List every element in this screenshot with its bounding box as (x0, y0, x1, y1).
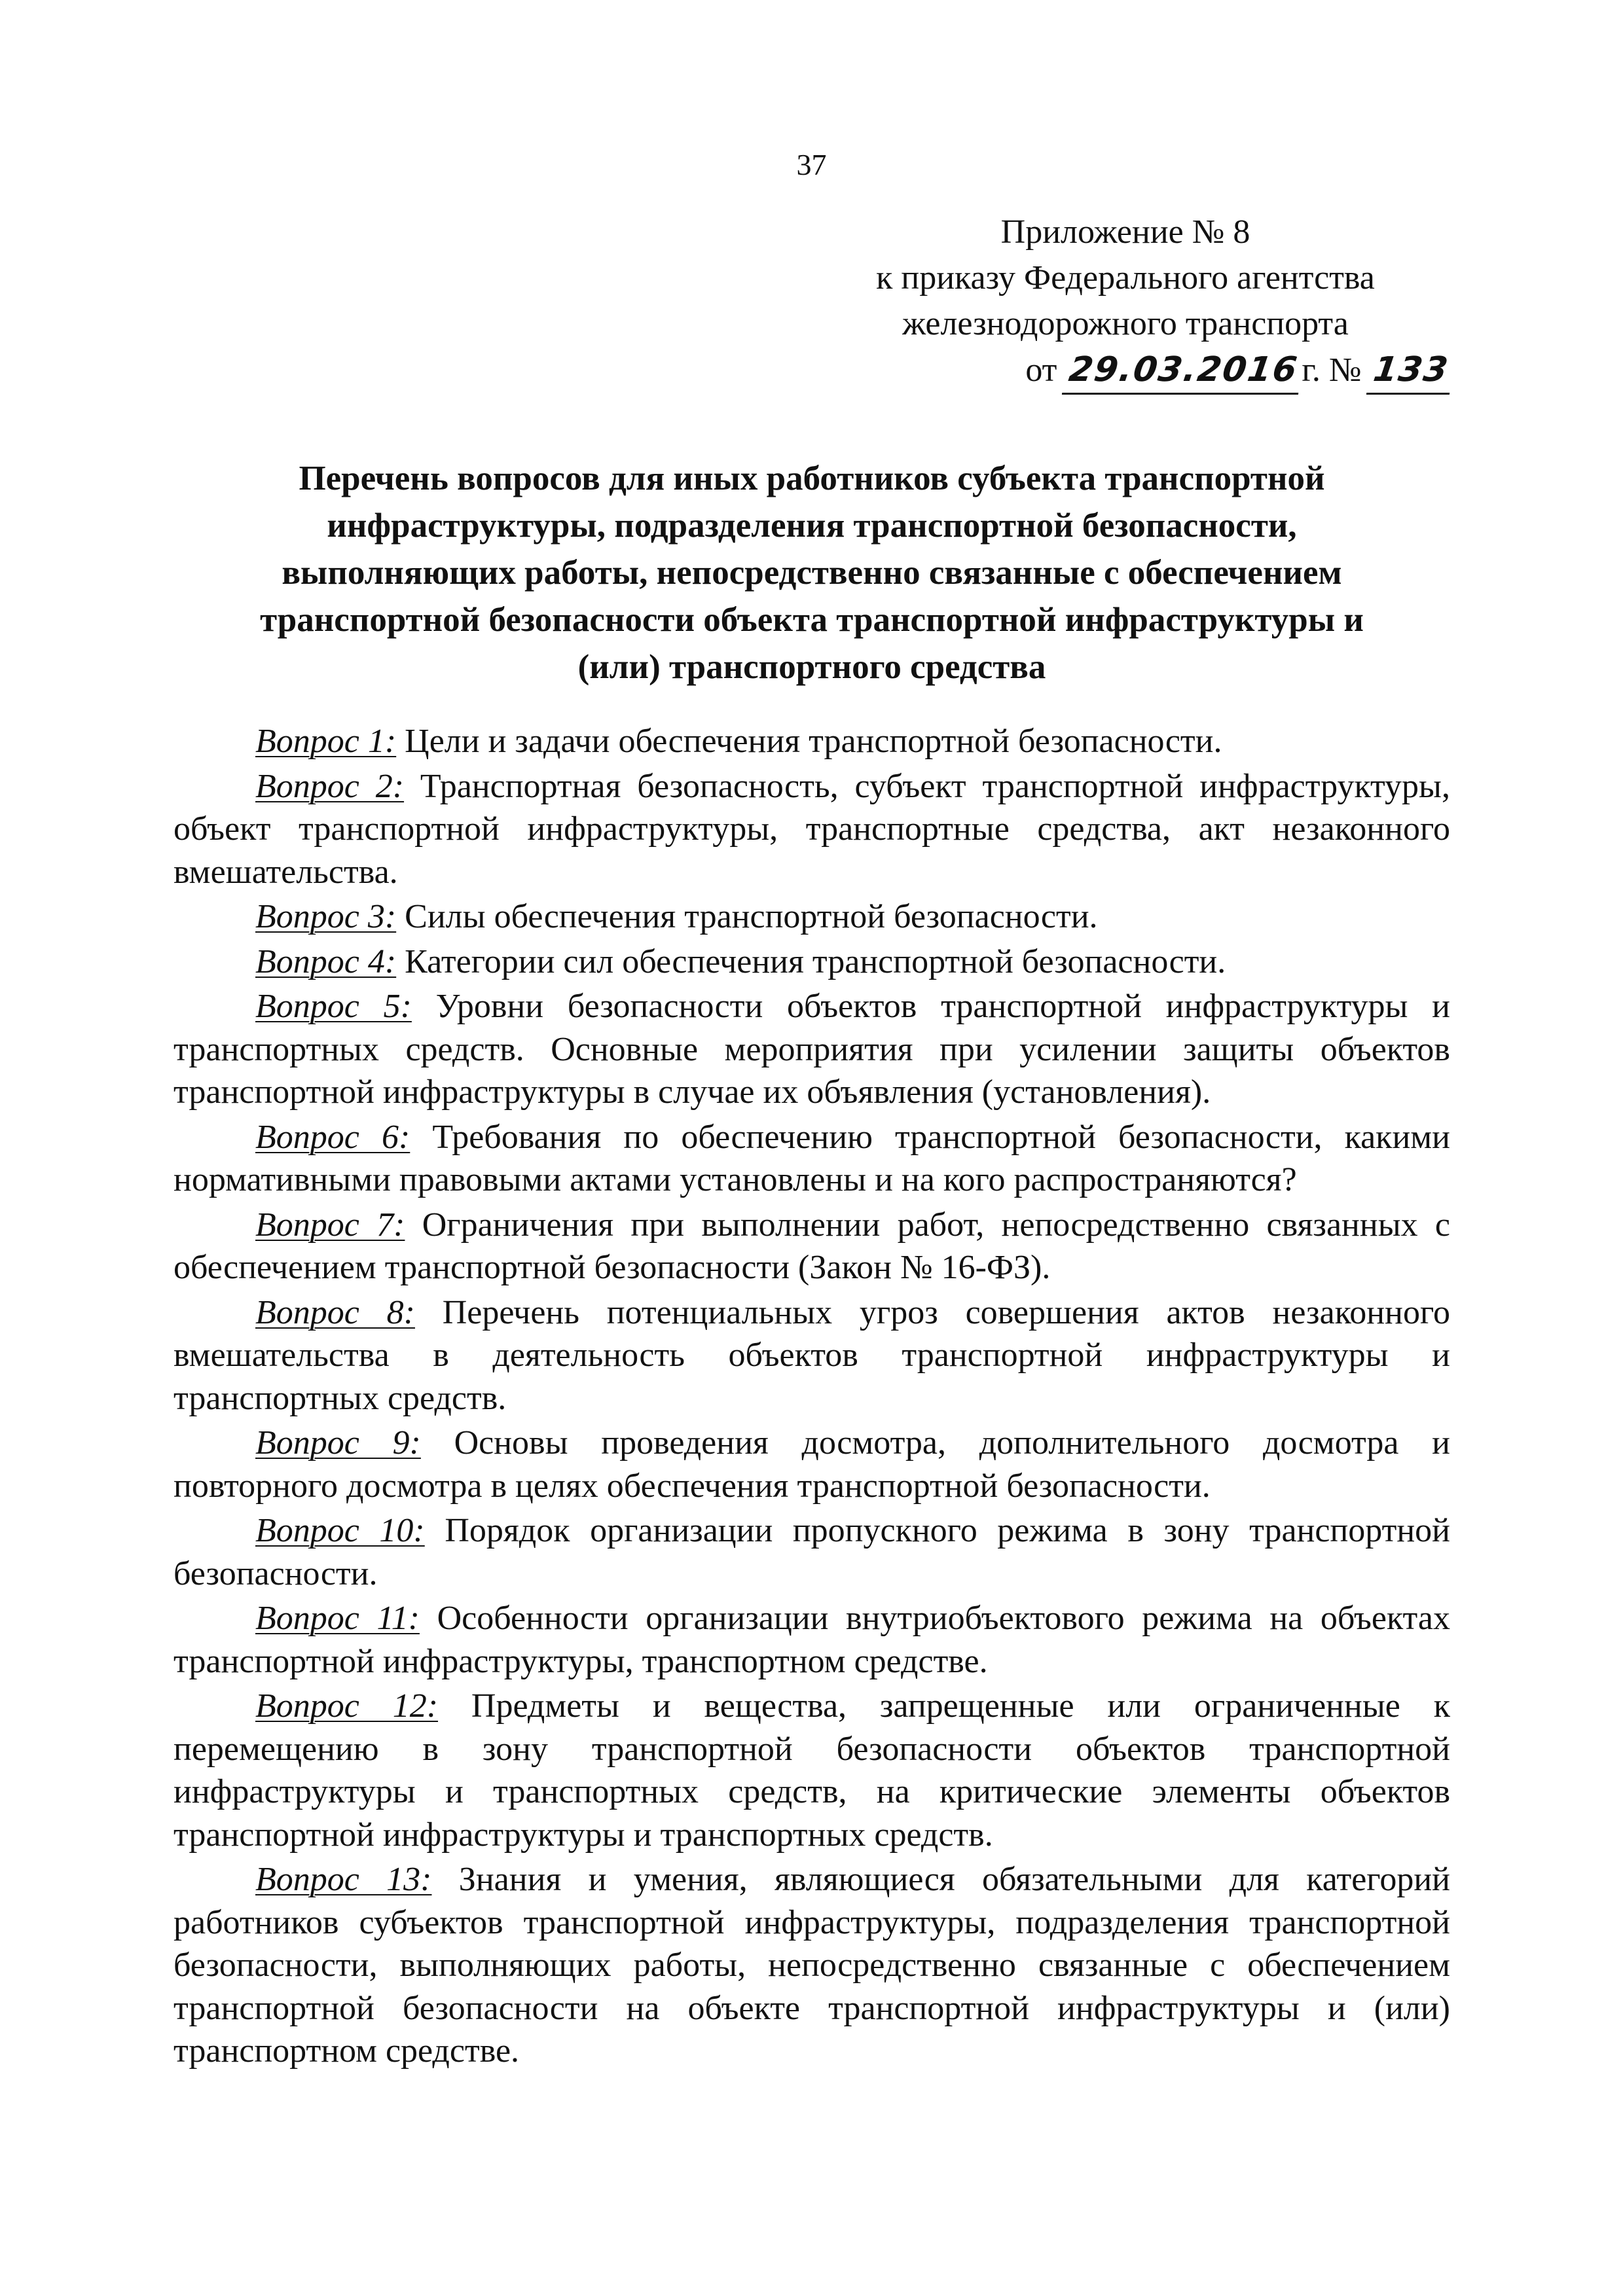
question-label: Вопрос 8: (255, 1293, 415, 1331)
title-line: транспортной безопасности объекта транспортной инфраструктуры и (260, 601, 1364, 639)
question-label: Вопрос 10: (255, 1512, 425, 1549)
question-text: Требования по обеспечению транспортной безопасности, какими нормативными правовыми актами установлены и на кого распространяются? (173, 1118, 1451, 1198)
question-item (173, 1204, 1450, 1289)
question-text: Транспортная безопасность, субъект транспортной инфраструктуры, объект транспортной инфраструктуры, транспортные средства, акт незаконного вмешательства. (173, 767, 1450, 891)
date-suffix: г. № (1302, 351, 1362, 389)
question-item (173, 1685, 1450, 1856)
question-label: Вопрос 6: (255, 1118, 410, 1156)
question-label: Вопрос 7: (255, 1206, 405, 1244)
question-text: Уровни безопасности объектов транспортной инфраструктуры и транспортных средств. Основные мероприятия при усилении защиты объектов транспортной инфраструктуры в случае их объявления (установления). (173, 988, 1450, 1111)
question-item (173, 1858, 1450, 2073)
question-item (173, 720, 1450, 763)
question-text: Знания и умения, являющиеся обязательными для категорий работников субъектов транспортной инфраструктуры, подразделения транспортной безопасности, выполняющих работы, непосредственно связанные с обеспечением транспортной безопасности на объекте транспортной инфраструктуры и (или) транспортном средстве. (173, 1861, 1450, 2070)
date-prefix: от (1025, 351, 1057, 389)
title-line: выполняющих работы, непосредственно связанные с обеспечением (282, 554, 1342, 592)
question-label: Вопрос 3: (255, 898, 397, 935)
question-item (173, 1291, 1450, 1420)
question-text: Перечень потенциальных угроз совершения актов незаконного вмешательства в деятельность объектов транспортной инфраструктуры и транспортных средств. (173, 1293, 1450, 1417)
appendix-order-reference: к приказу Федерального агентства (876, 259, 1375, 296)
question-item (173, 765, 1450, 894)
question-text: Цели и задачи обеспечения транспортной безопасности. (396, 723, 1222, 760)
question-item (173, 1597, 1450, 1683)
title-line: Перечень вопросов для иных работников субъекта транспортной (299, 459, 1325, 497)
question-text: Категории сил обеспечения транспортной безопасности. (396, 942, 1226, 980)
question-label: Вопрос 2: (255, 767, 405, 805)
title-line: инфраструктуры, подразделения транспортной безопасности, (327, 507, 1297, 545)
question-item (173, 1116, 1450, 1202)
question-label: Вопрос 5: (255, 988, 412, 1025)
appendix-agency: железнодорожного транспорта (902, 305, 1349, 342)
document-title (190, 455, 1434, 691)
page-number: 37 (796, 148, 827, 181)
question-label: Вопрос 1: (255, 723, 397, 760)
handwritten-date: 29.03.2016 (1062, 347, 1305, 395)
question-item (173, 1422, 1450, 1507)
title-line: (или) транспортного средства (577, 648, 1046, 686)
question-label: Вопрос 12: (255, 1687, 439, 1725)
question-label: Вопрос 13: (255, 1861, 432, 1898)
questions-list (173, 720, 1450, 2075)
question-label: Вопрос 4: (255, 942, 397, 980)
question-text: Предметы и вещества, запрещенные или ограниченные к перемещению в зону транспортной безопасности объектов транспортной инфраструктуры и транспортных средств, на критические элементы объектов транспортной инфраструктуры и транспортных средств. (173, 1687, 1450, 1854)
question-item (173, 941, 1450, 984)
appendix-date-line (798, 347, 1453, 395)
handwritten-order-number: 133 (1366, 347, 1456, 395)
appendix-header (798, 209, 1453, 395)
question-item (173, 1509, 1450, 1595)
question-item (173, 895, 1450, 939)
question-text: Особенности организации внутриобъектового режима на объектах транспортной инфраструктуры, транспортном средстве. (173, 1600, 1450, 1680)
question-text: Силы обеспечения транспортной безопасности. (396, 898, 1098, 935)
question-text: Ограничения при выполнении работ, непосредственно связанных с обеспечением транспортной безопасности (Закон № 16-ФЗ). (173, 1206, 1450, 1286)
question-text: Порядок организации пропускного режима в зону транспортной безопасности. (173, 1512, 1450, 1592)
question-label: Вопрос 9: (255, 1424, 421, 1462)
question-item (173, 985, 1450, 1114)
question-text: Основы проведения досмотра, дополнительного досмотра и повторного досмотра в целях обеспечения транспортной безопасности. (173, 1424, 1450, 1505)
question-label: Вопрос 11: (255, 1600, 420, 1637)
appendix-title: Приложение № 8 (1000, 213, 1250, 251)
